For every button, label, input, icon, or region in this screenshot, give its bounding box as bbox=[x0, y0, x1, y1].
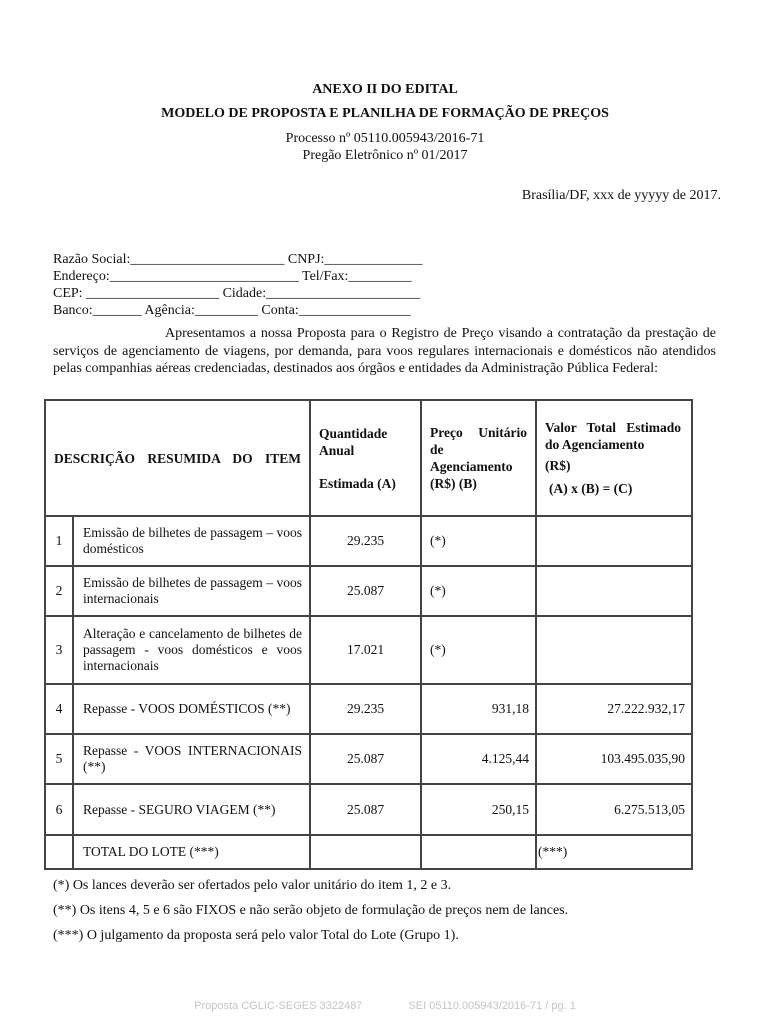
header-unit-price bbox=[421, 400, 536, 516]
annex-title: ANEXO II DO EDITAL bbox=[312, 82, 458, 97]
total-row-label: TOTAL DO LOTE (***) bbox=[73, 835, 310, 869]
item-unit-price: (*) bbox=[421, 516, 536, 566]
total-row-unit-price bbox=[421, 835, 536, 869]
item-quantity: 29.235 bbox=[310, 516, 421, 566]
item-quantity: 17.021 bbox=[310, 616, 421, 684]
table-row bbox=[45, 516, 692, 566]
item-unit-price: 931,18 bbox=[421, 684, 536, 734]
price-table bbox=[44, 399, 693, 870]
total-row-value: (***) bbox=[536, 835, 692, 869]
item-description: Repasse - SEGURO VIAGEM (**) bbox=[73, 784, 310, 835]
item-unit-price: 4.125,44 bbox=[421, 734, 536, 784]
item-quantity: 25.087 bbox=[310, 784, 421, 835]
item-number: 6 bbox=[45, 784, 73, 835]
total-row-quantity bbox=[310, 835, 421, 869]
header-total bbox=[536, 400, 692, 516]
total-row bbox=[45, 835, 692, 869]
header-unit-price-label: Preço Unitário de Agenciamento bbox=[430, 425, 527, 474]
item-unit-price: 250,15 bbox=[421, 784, 536, 835]
item-description: Repasse - VOOS INTERNACIONAIS (**) bbox=[73, 734, 310, 784]
item-total: 6.275.513,05 bbox=[536, 784, 692, 835]
header-total-label: Valor Total Estimado do Agenciamento bbox=[545, 420, 681, 452]
item-quantity: 29.235 bbox=[310, 684, 421, 734]
item-unit-price: (*) bbox=[421, 566, 536, 616]
item-total bbox=[536, 616, 692, 684]
item-number: 1 bbox=[45, 516, 73, 566]
date-line: Brasília/DF, xxx de yyyyy de 2017. bbox=[521, 188, 721, 203]
footer-document-ref: Proposta CGLIC-SEGES 3322487 bbox=[194, 1000, 363, 1012]
item-number: 3 bbox=[45, 616, 73, 684]
cep-city-field: CEP: ___________________ Cidade:______________________ bbox=[53, 286, 421, 301]
total-row-number bbox=[45, 835, 73, 869]
header-total-formula: (A) x (B) = (C) bbox=[549, 481, 633, 496]
table-header-row bbox=[45, 400, 692, 516]
header-description bbox=[45, 400, 310, 516]
item-total: 103.495.035,90 bbox=[536, 734, 692, 784]
header-total-currency: (R$) bbox=[545, 458, 571, 473]
auction-number: Pregão Eletrônico nº 01/2017 bbox=[302, 148, 468, 163]
table-row bbox=[45, 566, 692, 616]
item-description: Repasse - VOOS DOMÉSTICOS (**) bbox=[73, 684, 310, 734]
table-row bbox=[45, 784, 692, 835]
model-title: MODELO DE PROPOSTA E PLANILHA DE FORMAÇÃO DE PREÇOS bbox=[161, 106, 609, 121]
header-unit-price-sub: (R$) (B) bbox=[430, 476, 477, 491]
header-quantity bbox=[310, 400, 421, 516]
footer-sei-ref: SEI 05110.005943/2016-71 / pg. 1 bbox=[408, 1000, 576, 1012]
item-description: Alteração e cancelamento de bilhetes de passagem - voos domésticos e voos internacionais bbox=[73, 616, 310, 684]
item-total: 27.222.932,17 bbox=[536, 684, 692, 734]
item-number: 4 bbox=[45, 684, 73, 734]
footnote-2: (**) Os itens 4, 5 e 6 são FIXOS e não serão objeto de formulação de preços nem de lances. bbox=[53, 903, 569, 918]
table-row bbox=[45, 684, 692, 734]
table-row bbox=[45, 734, 692, 784]
header-quantity-label: Quantidade Anual bbox=[319, 425, 388, 458]
table-row bbox=[45, 616, 692, 684]
item-unit-price: (*) bbox=[421, 616, 536, 684]
item-description: Emissão de bilhetes de passagem – voos domésticos bbox=[73, 516, 310, 566]
item-quantity: 25.087 bbox=[310, 566, 421, 616]
header-quantity-sub: Estimada (A) bbox=[319, 475, 396, 491]
item-quantity: 25.087 bbox=[310, 734, 421, 784]
intro-paragraph: Apresentamos a nossa Proposta para o Registro de Preço visando a contratação da prestação de serviços de agenciamento de viagens, por demanda, para voos regulares internacionais e domésticos não atendidos pelas companhias aéreas credenciadas, destinados aos órgãos e entidades da Administração Pública Federal: bbox=[53, 326, 716, 376]
bank-field: Banco:_______ Agência:_________ Conta:________________ bbox=[53, 303, 411, 318]
footnote-1: (*) Os lances deverão ser ofertados pelo valor unitário do item 1, 2 e 3. bbox=[53, 878, 452, 893]
address-field: Endereço:___________________________ Tel/Fax:_________ bbox=[53, 269, 412, 284]
header-description-text: DESCRIÇÃO RESUMIDA DO ITEM bbox=[54, 450, 301, 466]
item-number: 5 bbox=[45, 734, 73, 784]
item-total bbox=[536, 566, 692, 616]
footnote-3: (***) O julgamento da proposta será pelo valor Total do Lote (Grupo 1). bbox=[53, 928, 459, 943]
page-footer bbox=[0, 1000, 770, 1012]
company-name-field: Razão Social:______________________ CNPJ:______________ bbox=[53, 252, 423, 267]
item-description: Emissão de bilhetes de passagem – voos internacionais bbox=[73, 566, 310, 616]
item-total bbox=[536, 516, 692, 566]
process-number: Processo nº 05110.005943/2016-71 bbox=[285, 131, 485, 146]
item-number: 2 bbox=[45, 566, 73, 616]
